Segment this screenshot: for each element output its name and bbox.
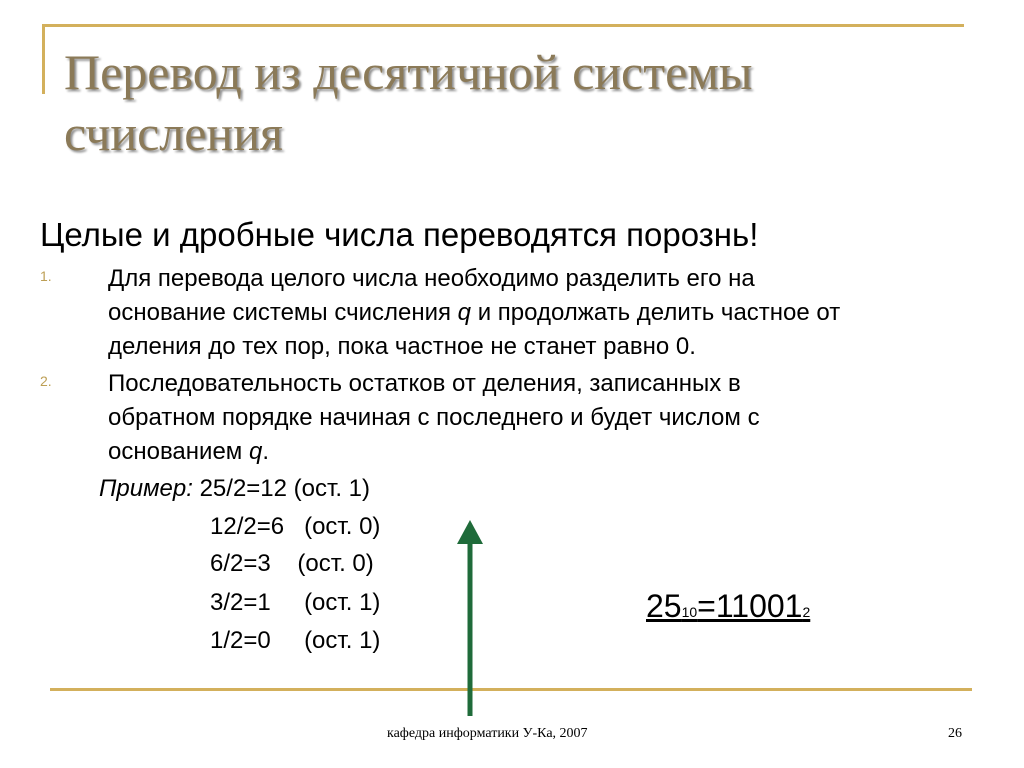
title-line-2: счисления bbox=[64, 105, 283, 161]
example-step-3: 6/2=3 (ост. 0) bbox=[210, 550, 374, 577]
bottom-divider bbox=[50, 688, 972, 691]
list-item-number: 2. bbox=[40, 373, 52, 389]
example-step-5: 1/2=0 (ост. 1) bbox=[210, 627, 381, 654]
variable-q: q bbox=[248, 438, 263, 465]
result-base-10: 10 bbox=[681, 604, 698, 620]
example-step-2: 12/2=6 (ост. 0) bbox=[210, 513, 381, 540]
text-fragment: основанием bbox=[108, 438, 249, 465]
text-line bbox=[108, 296, 988, 330]
up-arrow-icon bbox=[452, 520, 488, 720]
example-step-1 bbox=[99, 474, 370, 504]
text-line bbox=[108, 435, 988, 469]
top-border-line bbox=[42, 24, 964, 27]
example-step-4: 3/2=1 (ост. 1) bbox=[210, 589, 381, 616]
text-line: Последовательность остатков от деления, записанных в bbox=[108, 370, 741, 397]
lead-statement: Целые и дробные числа переводятся порознь! bbox=[40, 216, 759, 253]
text-fragment: основание системы счисления bbox=[108, 299, 458, 326]
list-item-number: 1. bbox=[40, 268, 52, 284]
variable-q: q bbox=[457, 299, 472, 326]
text-line: обратном порядке начиная с последнего и будет числом с bbox=[108, 404, 760, 431]
list-item-text bbox=[108, 367, 988, 469]
title-line-1: Перевод из десятичной системы bbox=[64, 44, 753, 100]
result-number: 25 bbox=[646, 588, 682, 624]
result-base-2: 2 bbox=[802, 604, 811, 620]
page-number: 26 bbox=[948, 726, 962, 741]
text-fragment: . bbox=[262, 438, 269, 465]
example-label: Пример: bbox=[99, 475, 193, 502]
slide-title bbox=[64, 42, 964, 164]
step-text: 25/2=12 (ост. 1) bbox=[192, 475, 371, 502]
result-binary: =11001 bbox=[697, 588, 803, 624]
conversion-result bbox=[646, 586, 810, 632]
text-fragment: и продолжать делить частное от bbox=[471, 299, 841, 326]
text-line: Для перевода целого числа необходимо разделить его на bbox=[108, 265, 755, 292]
list-item-text bbox=[108, 262, 988, 364]
footer-text: кафедра информатики У-Ка, 2007 bbox=[387, 726, 588, 741]
left-border-line bbox=[42, 24, 45, 94]
text-line: деления до тех пор, пока частное не станет равно 0. bbox=[108, 333, 696, 360]
